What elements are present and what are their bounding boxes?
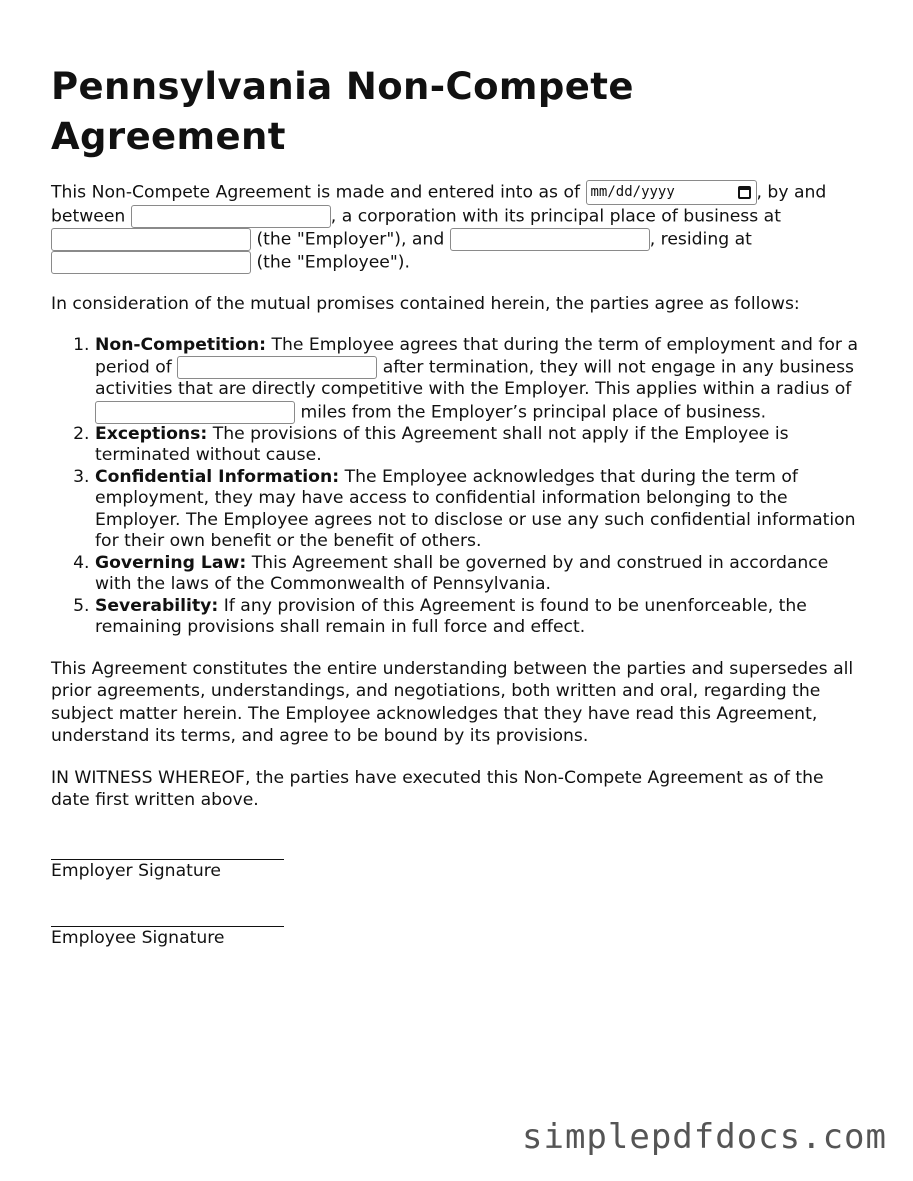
employer-signature-line[interactable] [51,831,284,860]
employer-signature-label: Employer Signature [51,860,221,881]
clause-heading: Governing Law: [95,552,247,573]
page-title: Pennsylvania Non-Compete Agreement [51,65,634,158]
calendar-icon[interactable] [738,186,751,199]
agreement-document [51,62,866,949]
witness-paragraph: IN WITNESS WHEREOF, the parties have executed this Non-Compete Agreement as of the date first written above. [51,767,824,810]
clause-governing-law [95,553,866,596]
clause-heading: Confidential Information: [95,466,340,487]
intro-text-6: (the "Employee"). [256,252,410,273]
clause-text: This Agreement shall be governed by and construed in accordance with the laws of the Commonwealth of Pennsylvania. [95,552,829,594]
clause-text: If any provision of this Agreement is found to be unenforceable, the remaining provisions shall remain in full force and effect. [95,595,807,637]
intro-text-4: (the "Employer"), and [256,229,445,250]
employee-signature-line[interactable] [51,898,284,927]
employee-signature-label: Employee Signature [51,927,225,948]
clause-text: after termination, they will not engage in any business activities that are directly competitive with the Employer. This applies within a radius of [95,357,854,399]
signature-block [51,831,866,949]
date-placeholder: mm/dd/yyyy [590,184,675,201]
clause-severability [95,596,866,639]
watermark: simplepdfdocs.com [522,1117,887,1157]
clause-text: The Employee agrees that during the term of employment and for a period of [95,334,858,378]
clause-heading: Severability: [95,595,219,616]
clause-text: miles from the Employer’s principal place of business. [300,402,767,422]
employer-address-field[interactable] [51,228,251,251]
non-compete-period-field[interactable] [177,356,377,379]
radius-miles-field[interactable] [95,401,295,424]
intro-text-2: , by and between [51,182,827,227]
clause-non-competition [95,335,866,424]
clause-heading: Exceptions: [95,423,208,444]
consideration-paragraph: In consideration of the mutual promises contained herein, the parties agree as follows: [51,294,800,314]
intro-text-3: , a corporation with its principal place of business at [330,206,781,227]
clause-confidential-information [95,467,866,553]
intro-text-1: This Non-Compete Agreement is made and entered into as of [51,182,581,203]
agreement-date-input[interactable] [586,180,757,205]
clause-exceptions [95,424,866,467]
intro-paragraph [51,180,866,274]
clause-text: The provisions of this Agreement shall not apply if the Employee is terminated without cause. [95,423,789,465]
employee-name-field[interactable] [450,228,650,251]
clause-text: The Employee acknowledges that during the term of employment, they may have access to confidential information belonging to the Employer. The Employee agrees not to disclose or use any such confidential information for their own benefit or the benefit of others. [95,466,856,551]
clause-heading: Non-Competition: [95,334,266,355]
intro-text-5: , residing at [649,229,752,250]
employee-address-field[interactable] [51,251,251,274]
clause-list [51,335,866,639]
employer-name-field[interactable] [131,205,331,228]
entire-agreement-paragraph: This Agreement constitutes the entire understanding between the parties and supersedes all prior agreements, understandings, and negotiations, both written and oral, regarding the subject matter herein. The Employee acknowledges that they have read this Agreement, understand its terms, and agree to be bound by its provisions. [51,658,854,746]
